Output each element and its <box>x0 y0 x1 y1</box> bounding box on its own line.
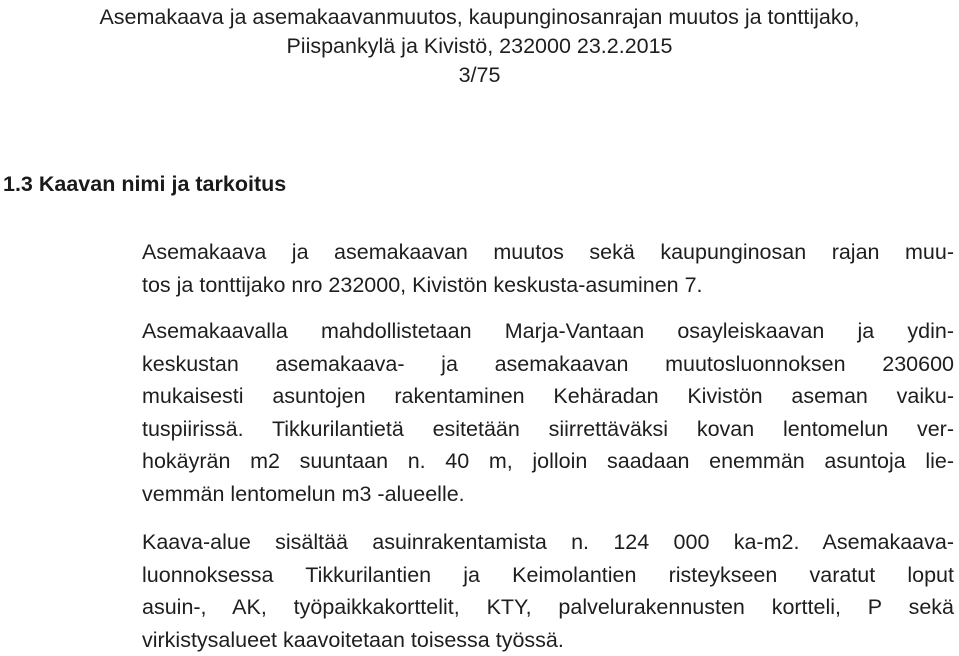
paragraph-line: virkistysalueet kaavoitetaan toisessa työssä. <box>142 624 954 656</box>
paragraph-plan-name <box>142 236 954 301</box>
paragraph-line: mukaisesti asuntojen rakentaminen Kehäradan Kivistön aseman vaiku- <box>142 380 954 413</box>
paragraph-line: tuspiirissä. Tikkurilantietä esitetään siirrettäväksi kovan lentomelun ver- <box>142 413 954 446</box>
paragraph-plan-area <box>142 526 954 656</box>
paragraph-plan-purpose <box>142 315 954 510</box>
paragraph-line: Asemakaava ja asemakaavan muutos sekä kaupunginosan rajan muu- <box>142 236 954 269</box>
page-header <box>0 3 959 90</box>
paragraph-line: asuin-, AK, työpaikkakorttelit, KTY, palvelurakennusten kortteli, P sekä <box>142 591 954 624</box>
paragraph-line: luonnoksessa Tikkurilantien ja Keimolantien risteykseen varatut loput <box>142 559 954 592</box>
paragraph-line: hokäyrän m2 suuntaan n. 40 m, jolloin saadaan enemmän asuntoja lie- <box>142 445 954 478</box>
paragraph-line: vemmän lentomelun m3 -alueelle. <box>142 478 954 511</box>
paragraph-line: Asemakaavalla mahdollistetaan Marja-Vantaan osayleiskaavan ja ydin- <box>142 315 954 348</box>
paragraph-line: Kaava-alue sisältää asuinrakentamista n. 124 000 ka-m2. Asemakaava- <box>142 526 954 559</box>
paragraph-line: keskustan asemakaava- ja asemakaavan muutosluonnoksen 230600 <box>142 348 954 381</box>
section-heading: 1.3 Kaavan nimi ja tarkoitus <box>3 170 286 198</box>
document-title-line-1: Asemakaava ja asemakaavanmuutos, kaupunginosanrajan muutos ja tonttijako, <box>0 3 959 32</box>
page-number: 3/75 <box>0 61 959 90</box>
document-title-line-2: Piispankylä ja Kivistö, 232000 23.2.2015 <box>0 32 959 61</box>
paragraph-line: tos ja tonttijako nro 232000, Kivistön keskusta-asuminen 7. <box>142 269 954 302</box>
